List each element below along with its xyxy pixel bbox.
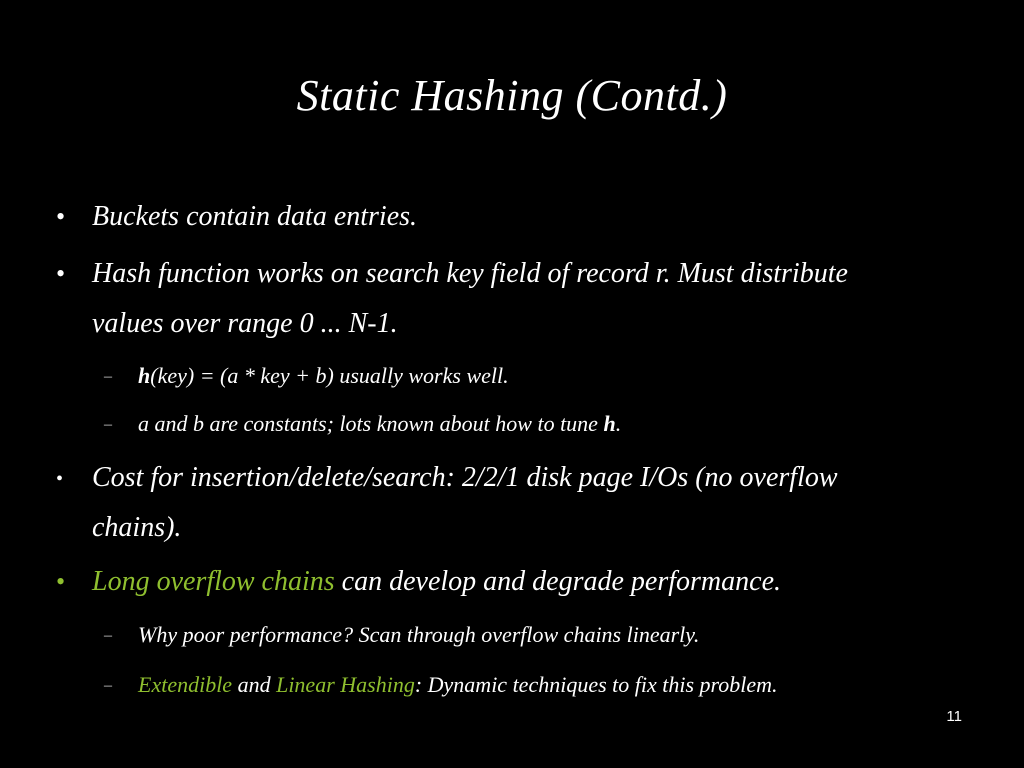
sub-marker: – <box>104 368 112 385</box>
bullet-text-line2: chains). <box>92 512 182 543</box>
subbullet-hash-formula <box>104 352 998 400</box>
bullet-text-line2: values over range 0 ... N-1. <box>92 308 398 339</box>
bullet-text: Buckets contain data entries. <box>92 201 418 232</box>
bullet-marker: • <box>56 202 66 231</box>
slide-title: Static Hashing (Contd.) <box>296 71 728 120</box>
page-number: 11 <box>946 708 962 725</box>
bullet-marker: • <box>56 567 66 596</box>
bullet-hash-function <box>56 249 992 299</box>
bullet-hash-function-cont <box>92 299 992 349</box>
bullet-cost <box>56 453 992 503</box>
highlight-extendible: Extendible <box>138 672 233 697</box>
bullet-marker: • <box>56 259 66 288</box>
bullet-marker: • <box>56 468 64 490</box>
subbullet-poor-performance <box>104 611 998 659</box>
highlight-text: Long overflow chains <box>92 566 335 597</box>
sub-marker: – <box>104 677 112 694</box>
subbullet-text: a and b are constants; lots known about how to tune <box>138 411 604 436</box>
bullet-text-line1: Hash function works on search key field of record r. Must distribute <box>92 258 848 289</box>
subbullet-dynamic-techniques <box>104 661 998 709</box>
highlight-linear-hashing: Linear Hashing <box>276 672 415 697</box>
bullet-overflow <box>56 557 992 607</box>
subbullet-text: (key) = (a * key + b) usually works well. <box>150 363 509 388</box>
bullet-buckets <box>56 192 992 242</box>
subbullet-end: . <box>615 411 622 436</box>
subbullet-and: and <box>232 672 277 697</box>
hash-symbol: h <box>138 363 151 388</box>
subbullet-text: Why poor performance? Scan through overflow chains linearly. <box>138 622 700 647</box>
subbullet-constants <box>104 400 998 448</box>
sub-marker: – <box>104 416 112 433</box>
subbullet-text: : Dynamic techniques to fix this problem. <box>414 672 778 697</box>
sub-marker: – <box>104 627 112 644</box>
hash-symbol: h <box>603 411 616 436</box>
bullet-text: can develop and degrade performance. <box>334 566 781 597</box>
bullet-cost-cont <box>92 503 992 553</box>
bullet-text-line1: Cost for insertion/delete/search: 2/2/1 disk page I/Os (no overflow <box>92 462 838 493</box>
